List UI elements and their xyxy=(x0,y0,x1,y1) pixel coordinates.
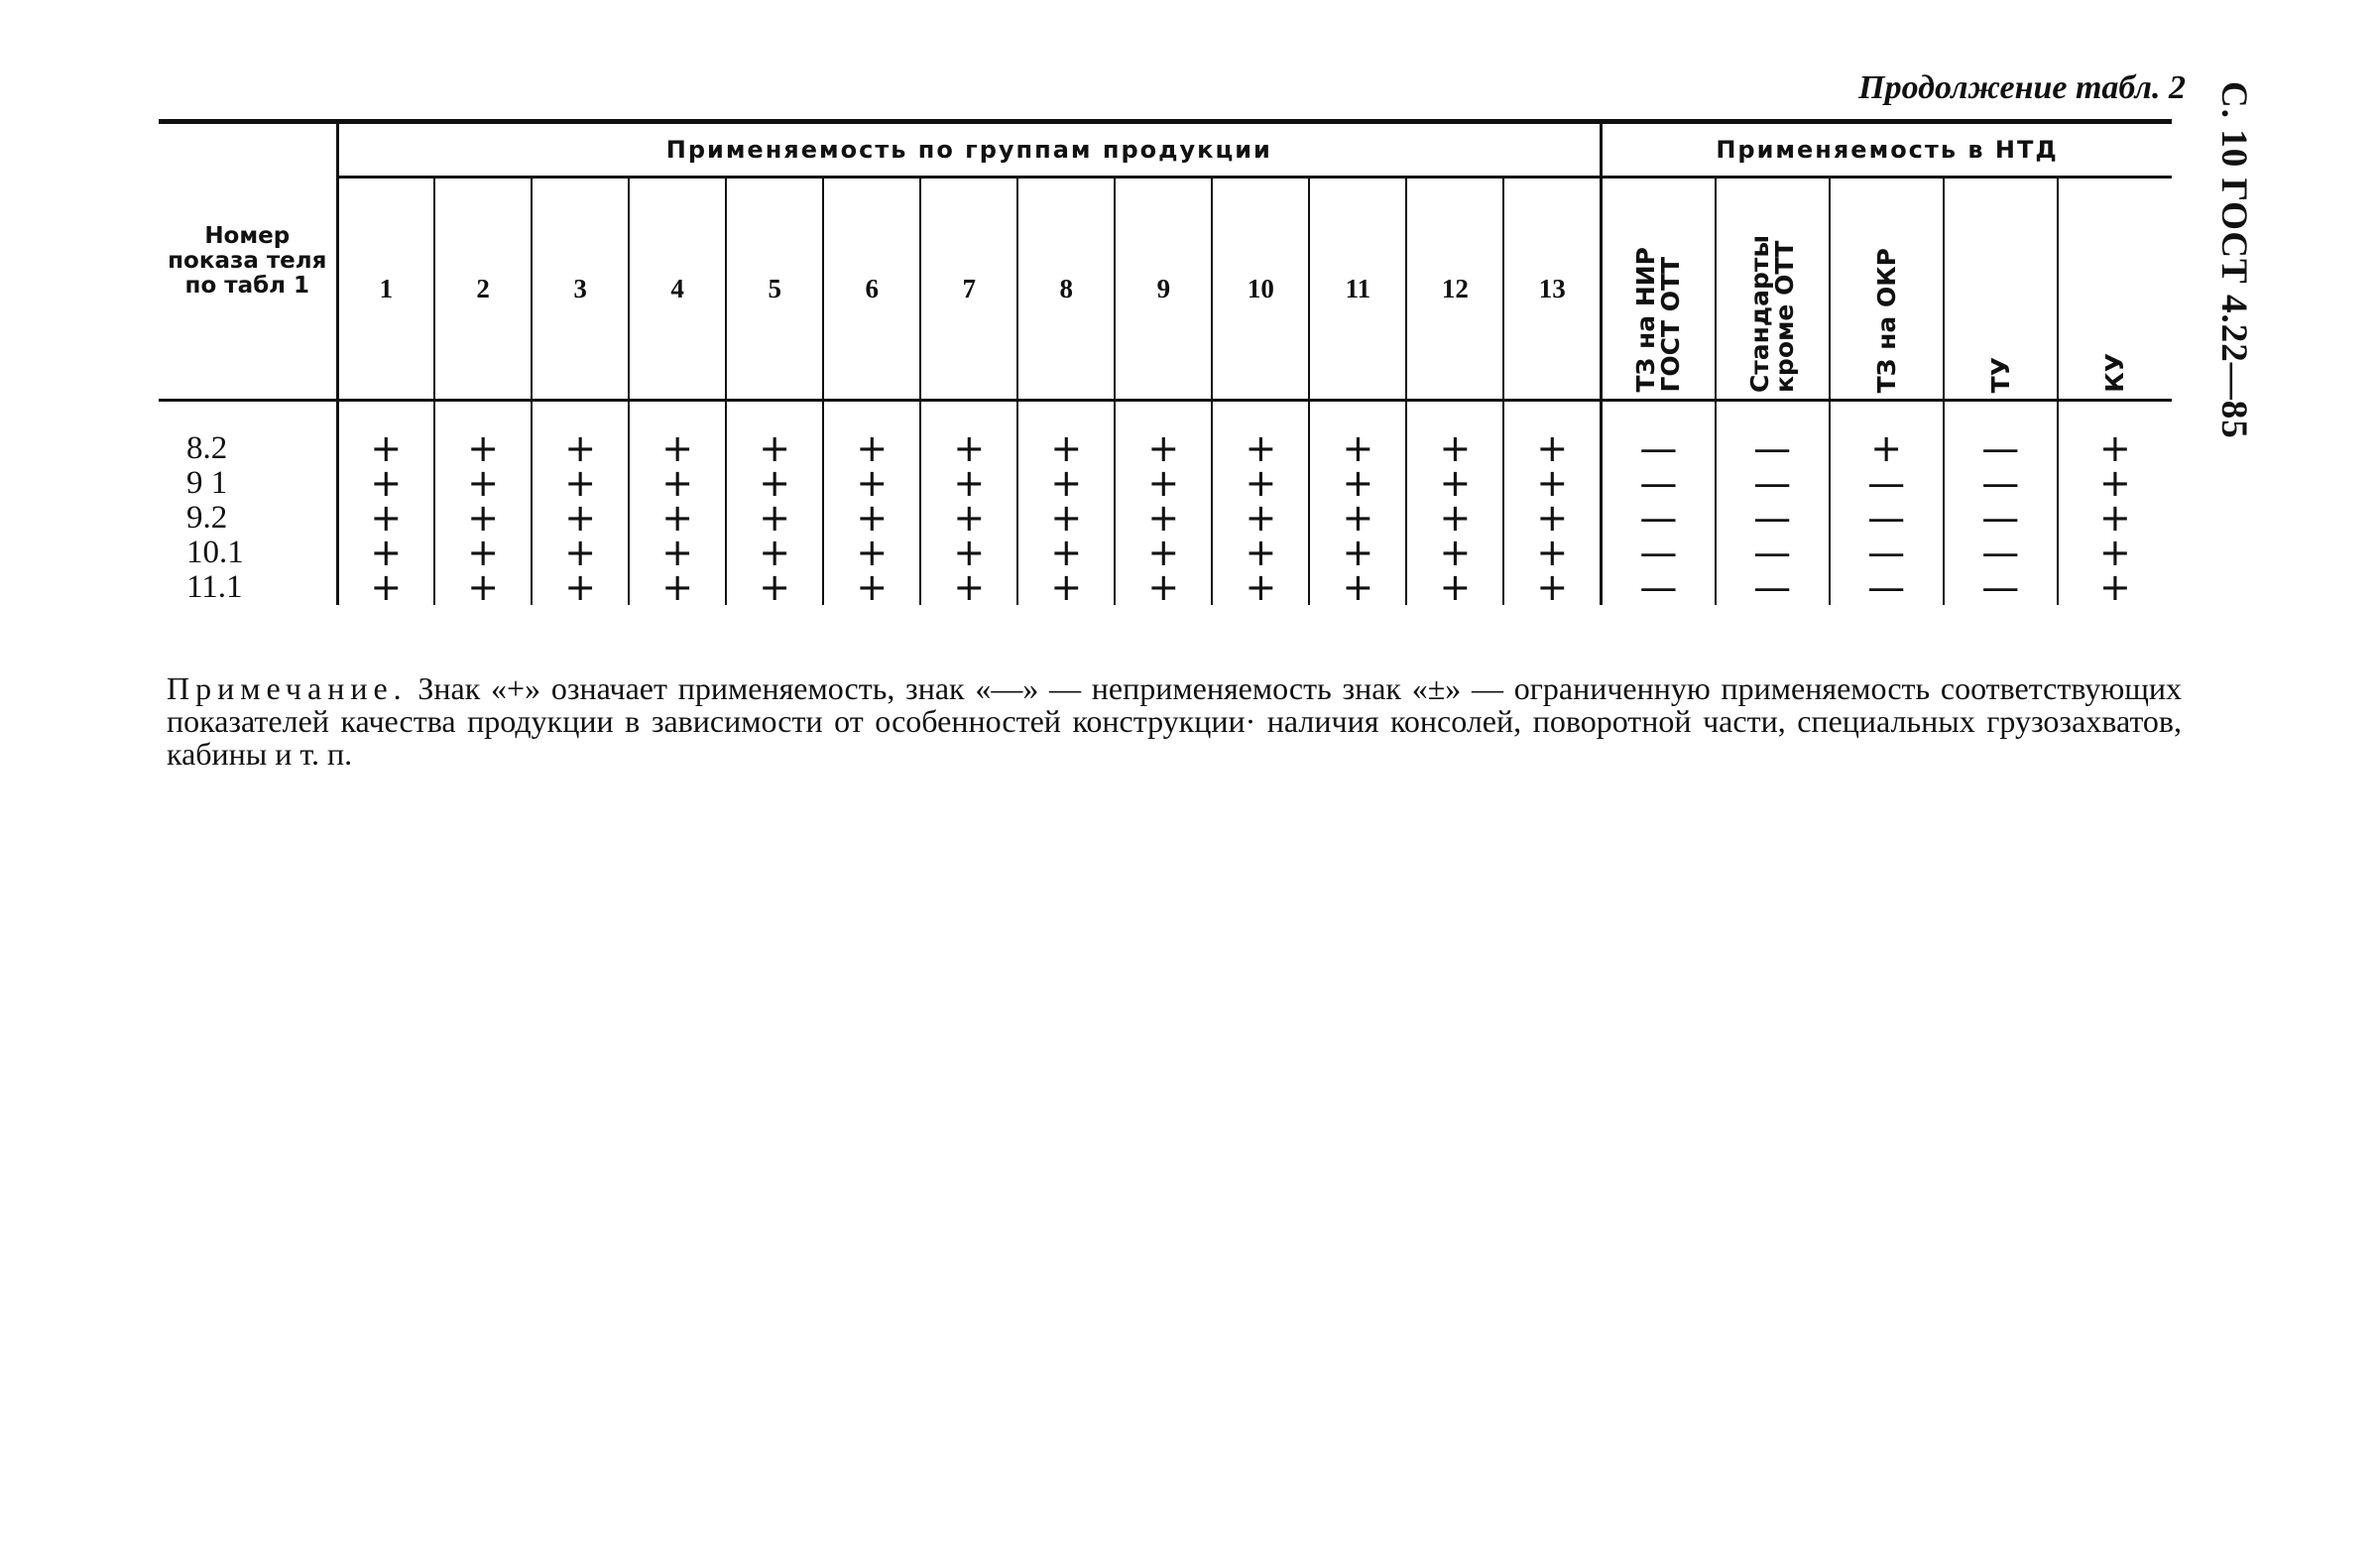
group-mark-cell: + xyxy=(726,536,823,570)
row-index-cell: 9.2 xyxy=(159,501,337,536)
ntd-mark-cell: — xyxy=(1602,466,1716,501)
note-label: Примечание. xyxy=(167,670,408,706)
group-mark-cell: + xyxy=(1212,501,1309,536)
group-mark-cell: + xyxy=(920,536,1017,570)
group-column-header: 11 xyxy=(1309,178,1406,401)
group-mark-cell: + xyxy=(532,501,629,536)
group-applicability-header: Применяемость по группам продукции xyxy=(337,122,1602,178)
group-mark-cell: + xyxy=(337,570,434,605)
ntd-column-header xyxy=(1716,178,1830,401)
group-mark-cell: + xyxy=(337,466,434,501)
ntd-mark-cell: + xyxy=(2098,426,2131,470)
group-mark-cell: + xyxy=(629,570,726,605)
ntd-mark-cell: — xyxy=(1830,501,1944,536)
ntd-column-label: ТЗ на ОКР xyxy=(1871,247,1901,393)
ntd-mark-cell: + xyxy=(2098,565,2131,609)
group-mark-cell: + xyxy=(1406,536,1503,570)
group-mark-cell: + xyxy=(629,501,726,536)
group-mark-cell: + xyxy=(823,501,920,536)
ntd-mark-cell: — xyxy=(1716,466,1830,501)
group-mark-cell: + xyxy=(1406,401,1503,467)
group-mark-cell: + xyxy=(532,570,629,605)
group-column-header: 12 xyxy=(1406,178,1503,401)
group-mark-cell: + xyxy=(1115,466,1212,501)
ntd-column-label: Стандарты кроме ОТТ xyxy=(1745,234,1800,393)
ntd-column-header xyxy=(1830,178,1944,401)
group-mark-cell: + xyxy=(337,536,434,570)
group-mark-cell: + xyxy=(1115,401,1212,467)
ntd-mark-cell: — xyxy=(1716,401,1830,467)
group-mark-cell: + xyxy=(823,570,920,605)
group-mark-cell: + xyxy=(1212,536,1309,570)
group-column-header: 9 xyxy=(1115,178,1212,401)
ntd-column-header xyxy=(1944,178,2058,401)
ntd-mark-cell: — xyxy=(1830,536,1944,570)
ntd-column-label: КУ xyxy=(2100,353,2130,393)
group-column-header: 8 xyxy=(1017,178,1115,401)
group-mark-cell: + xyxy=(1309,501,1406,536)
group-mark-cell: + xyxy=(1503,466,1601,501)
group-mark-cell: + xyxy=(920,570,1017,605)
group-mark-cell: + xyxy=(337,501,434,536)
ntd-applicability-header: Применяемость в НТД xyxy=(1602,122,2172,178)
row-index-cell: 9 1 xyxy=(159,466,337,501)
group-mark-cell: + xyxy=(629,466,726,501)
group-column-header: 1 xyxy=(337,178,434,401)
ntd-mark-cell: — xyxy=(1716,501,1830,536)
applicability-table xyxy=(159,119,2172,609)
group-mark-cell: + xyxy=(434,536,532,570)
group-mark-cell: + xyxy=(1017,570,1115,605)
group-mark-cell: + xyxy=(1017,466,1115,501)
group-mark-cell: + xyxy=(532,401,629,467)
group-mark-cell: + xyxy=(532,536,629,570)
group-mark-cell: + xyxy=(629,401,726,467)
ntd-mark-cell: — xyxy=(1944,401,2058,467)
group-mark-cell: + xyxy=(337,401,434,467)
ntd-column-label: ТЗ на НИР ГОСТ ОТТ xyxy=(1631,247,1686,393)
ntd-mark-cell: — xyxy=(1716,570,1830,605)
group-mark-cell: + xyxy=(1406,466,1503,501)
ntd-mark-cell: — xyxy=(1602,501,1716,536)
ntd-mark-cell: + xyxy=(2098,496,2131,540)
group-mark-cell: + xyxy=(1115,570,1212,605)
row-index-cell: 8.2 xyxy=(159,401,337,467)
group-mark-cell: + xyxy=(1406,570,1503,605)
group-mark-cell: + xyxy=(1017,401,1115,467)
group-column-header: 3 xyxy=(532,178,629,401)
group-mark-cell: + xyxy=(1503,401,1601,467)
group-mark-cell: + xyxy=(823,466,920,501)
table-note xyxy=(167,672,2182,771)
ntd-mark-cell: — xyxy=(1602,401,1716,467)
group-mark-cell: + xyxy=(823,536,920,570)
table-row xyxy=(159,570,2172,605)
group-mark-cell: + xyxy=(629,536,726,570)
group-mark-cell: + xyxy=(434,466,532,501)
ntd-mark-cell: + xyxy=(2098,461,2131,505)
ntd-column-label: ТУ xyxy=(1985,356,2015,393)
group-mark-cell: + xyxy=(1115,501,1212,536)
group-mark-cell: + xyxy=(1309,466,1406,501)
group-mark-cell: + xyxy=(1309,401,1406,467)
group-mark-cell: + xyxy=(1017,501,1115,536)
ntd-column-header xyxy=(1602,178,1716,401)
group-mark-cell: + xyxy=(434,570,532,605)
group-column-header: 4 xyxy=(629,178,726,401)
group-mark-cell: + xyxy=(434,501,532,536)
group-mark-cell: + xyxy=(920,501,1017,536)
ntd-mark-cell: — xyxy=(1944,536,2058,570)
row-index-cell: 10.1 xyxy=(159,536,337,570)
group-mark-cell: + xyxy=(726,466,823,501)
group-mark-cell: + xyxy=(1309,536,1406,570)
ntd-mark-cell: — xyxy=(1830,570,1944,605)
note-text: Знак «+» означает применяемость, знак «—» — неприменяемость знак «±» — ограниченную применяемость соответствующих показателей качества продукции в зависимости от особенностей конструкции· наличия консолей, поворотной части, специальных грузозахватов, кабины и т. п. xyxy=(167,670,2182,772)
group-mark-cell: + xyxy=(920,466,1017,501)
ntd-mark-cell: + xyxy=(1830,401,1944,467)
group-mark-cell: + xyxy=(1212,466,1309,501)
group-mark-cell: + xyxy=(1406,501,1503,536)
group-mark-cell: + xyxy=(1115,536,1212,570)
group-mark-cell: + xyxy=(726,401,823,467)
ntd-mark-cell: — xyxy=(1944,466,2058,501)
group-mark-cell: + xyxy=(1503,501,1601,536)
group-mark-cell: + xyxy=(532,466,629,501)
group-mark-cell: + xyxy=(1503,536,1601,570)
group-column-header: 2 xyxy=(434,178,532,401)
group-column-header: 7 xyxy=(920,178,1017,401)
table-row xyxy=(159,401,2172,467)
group-column-header: 10 xyxy=(1212,178,1309,401)
index-column-header: Номер показа теля по табл 1 xyxy=(159,122,337,401)
table-continuation-label: Продолжение табл. 2 xyxy=(1858,69,2186,106)
ntd-mark-cell: — xyxy=(1602,536,1716,570)
ntd-mark-cell: — xyxy=(1944,570,2058,605)
ntd-mark-cell: — xyxy=(1602,570,1716,605)
group-mark-cell: + xyxy=(726,570,823,605)
ntd-mark-cell: + xyxy=(2098,531,2131,574)
page-standard-code: С. 10 ГОСТ 4.22—85 xyxy=(2213,81,2254,439)
group-column-header: 5 xyxy=(726,178,823,401)
group-mark-cell: + xyxy=(434,401,532,467)
ntd-column-header xyxy=(2058,178,2172,401)
group-mark-cell: + xyxy=(1212,401,1309,467)
group-mark-cell: + xyxy=(1503,570,1601,605)
group-mark-cell: + xyxy=(1309,570,1406,605)
group-column-header: 13 xyxy=(1503,178,1601,401)
ntd-mark-cell: — xyxy=(1944,501,2058,536)
ntd-mark-cell: — xyxy=(1716,536,1830,570)
ntd-mark-cell: — xyxy=(1830,466,1944,501)
group-mark-cell: + xyxy=(1017,536,1115,570)
group-mark-cell: + xyxy=(726,501,823,536)
group-mark-cell: + xyxy=(920,401,1017,467)
group-column-header: 6 xyxy=(823,178,920,401)
group-mark-cell: + xyxy=(1212,570,1309,605)
group-mark-cell: + xyxy=(823,401,920,467)
row-index-cell: 11.1 xyxy=(159,570,337,605)
